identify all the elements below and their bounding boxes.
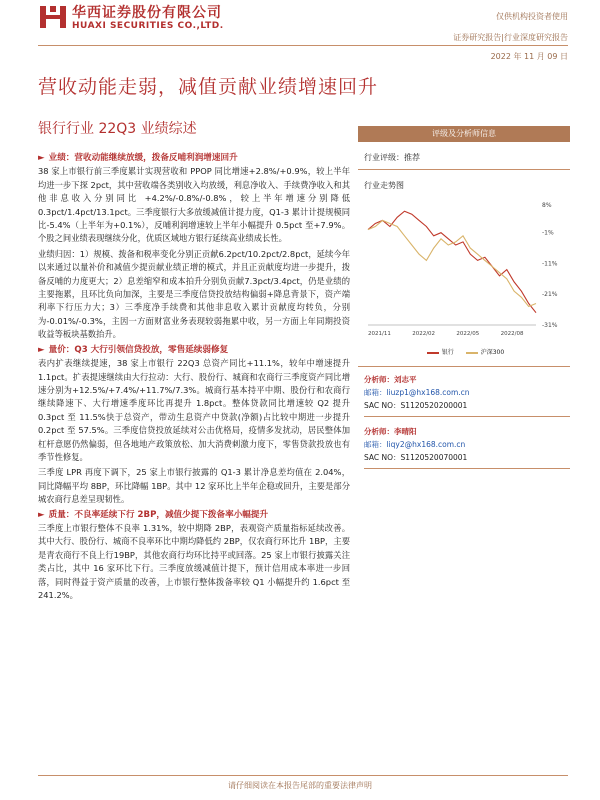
analyst-sac: SAC NO：S1120520070001 [364,453,468,462]
trend-chart-title: 行业走势图 [364,181,404,190]
section-heading: ► 质量：不良率延续下行 2BP，减值少提下拨备率小幅提升 [38,509,269,520]
x-tick-label: 2022/08 [500,331,524,337]
section-heading: ► 业绩：营收动能继续放缓，拨备反哺利润增速回升 [38,153,238,163]
section-heading: ► 量价：Q3 大行引领信贷投放，零售延续弱修复 [38,344,229,355]
industry-rating: 行业评级：推荐 [358,148,570,170]
analyst-email[interactable]: 邮箱：liqy2@hx168.com.cn [364,440,466,449]
report-body [38,150,350,604]
legend-label-bank: 银行 [441,349,454,356]
series-line-hs300 [368,220,536,306]
y-tick-label: -11% [542,260,558,268]
header-divider [38,45,568,46]
report-subtitle: 银行行业 22Q3 业绩综述 [38,121,197,137]
sidebar [358,126,570,477]
analyst-card [364,425,570,469]
y-tick-label: -21% [542,291,558,299]
triangle-bullet-icon: ► [38,153,45,163]
trend-chart [358,195,570,345]
analyst-email[interactable]: 邮箱：liuzp1@hx168.com.cn [364,388,470,397]
analyst-card [364,373,570,417]
x-tick-label: 2021/11 [368,331,391,337]
report-category: 证券研究报告|行业深度研究报告 [453,33,568,42]
sidebar-title-bar: 评级及分析师信息 [358,126,570,142]
legend-swatch-bank [427,352,439,354]
y-tick-label: -31% [542,322,558,329]
y-tick-label: -1% [542,229,554,237]
legal-footer: 请仔细阅读在本报告尾部的重要法律声明 [228,781,372,790]
analyst-name: 分析师：刘志平 [364,375,417,384]
analyst-name: 分析师：李晴阳 [364,427,417,436]
huaxi-logo-icon [38,4,68,30]
triangle-bullet-icon: ► [38,344,45,355]
body-paragraph: 三季度 LPR 再度下调下，25 家上市银行披露的 Q1-3 累计净息差均值在 2.04%，同比降幅平均 8BP，环比降幅 1BP。其中 12 家环比上半年企稳或回升，主要是部分城农商行息差呈现韧性。 [38,467,350,505]
x-tick-label: 2022/05 [456,331,480,337]
analyst-section [358,366,570,469]
report-title: 营收动能走弱，减值贡献业绩增速回升 [38,76,379,98]
body-paragraph: 表内扩表继续提速，38 家上市银行 22Q3 总资产同比+11.1%，较年中增速提升 1.1pct。扩表提速继续由大行拉动：大行、股份行、城商和农商行三季度资产同比增速分别为+12.5%/+7.4%/+11.7%/7.3%。城商行基本持平中期、股份行和农商行继续降速下、大行增速季度环比再提升 1.8pct。整体贷款同比增速较 Q2 提升 0.3pct 至 11.5%快于总资产，带动生息资产中贷款(净额)占比较中期进一步提升 0.2pct 至 57.5%。三季度信贷投放延续对公击优格局，疫情多发扰动，居民整体加杠杆意愿仍然偏弱，但各地地产政策放松、加大消费刺激力度下，零售贷款投放也有季节性修复。 [38,358,350,462]
triangle-bullet-icon: ► [38,509,45,520]
x-tick-label: 2022/02 [412,331,436,337]
brand-name-en: HUAXI SECURITIES CO.,LTD. [72,21,224,31]
body-paragraph: 三季度上市银行整体不良率 1.31%，较中期降 2BP，表观资产质量指标延续改善。其中大行、股份行、城商不良率环比中期均降低约 2BP，仅农商行环比升 1BP，主要是青农商行不良上行19BP，其他农商行均环比持平或回落。25 家上市银行披露关注类占比，其中 16 家环比下行。三季度放缓减值计提下，预计信用成本率进一步回落，同时得益于资产质量的改善，上市银行整体拨备率较 Q1 小幅提升约 1.6pct 至 241.2%。 [38,522,350,600]
legend-swatch-hs300 [466,352,478,354]
brand-name-cn: 华西证券股份有限公司 [72,5,222,21]
report-date: 2022 年 11 月 09 日 [490,52,568,61]
body-paragraph: 业绩归因：1）规模、拨备和税率变化分别正贡献6.2pct/10.2pct/2.8pct，延续今年以来通过以量补价和减值少提贡献业绩正增的模式，并且正贡献度均进一步提升，拨备反哺的力度更大；2）息差缩窄和成本拍升分别负贡献7.3pct/3.4pct，仍是业绩的主要拖累，且环比负向加深，主要是三季度信贷投放结构偏弱+降息背景下，资产端利率下行压力大；3）三季度净手续费和其他非息收入累计贡献度均转负，分别为-0.01%/-0.3%，主因一方面财富业务表现较弱拖累中收，另一方面上年同期投资收益等板块基数抬升。 [38,248,350,340]
audience-note: 仅供机构投资者使用 [496,12,568,21]
footer-divider [38,775,568,776]
trend-chart-svg [358,195,570,345]
series-line-bank [368,211,536,313]
y-tick-label: 8% [542,202,552,209]
chart-legend [358,347,570,356]
report-header [0,0,600,70]
analyst-sac: SAC NO：S1120520200001 [364,401,468,410]
legend-label-hs300: 沪深300 [480,349,505,356]
body-paragraph: 38 家上市银行前三季度累计实现营收和 PPOP 同比增速+2.8%/+0.9%，较上半年均进一步下探 2pct，其中营收端各类别收入均放缓，利息净收入、手续费净收入和其他非息收入分别同比 +4.2%/-0.8%/-0.8%，较上半年增速分别降低0.3pct/1.4pct/13.1pct。三季度银行大多放缓减值计提力度，Q1-3 累计计提规模同比-5.4%（上半年为+0.1%），反哺利润增速较上半年小幅提升 0.5pct 至+7.9%。个股之间业绩表现继续分化，优质区域地方银行延续高业绩成长性。 [38,166,350,244]
